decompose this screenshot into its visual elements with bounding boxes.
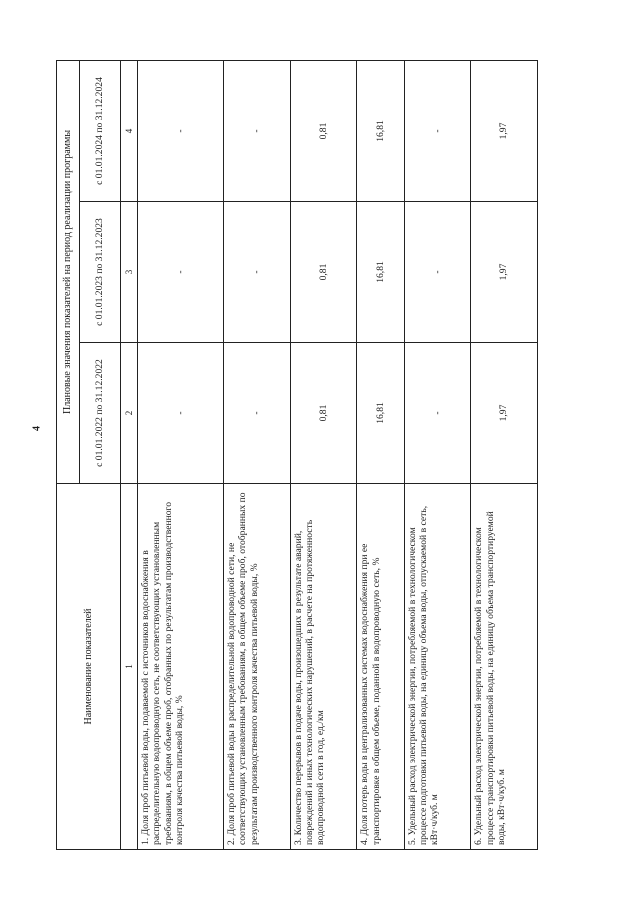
column-number: 4: [121, 60, 138, 201]
table-row: [471, 60, 538, 849]
indicator-value-2023: -: [404, 202, 471, 343]
indicator-value-2022: 0,81: [290, 343, 357, 484]
table-row: [138, 60, 224, 849]
indicator-value-2022: 1,97: [471, 343, 538, 484]
page-number: 4: [31, 426, 43, 431]
header-planned-values: Плановые значения показателей на период реализации программы: [57, 60, 80, 483]
rotated-page-content: [56, 60, 538, 850]
indicator-value-2023: -: [138, 202, 224, 343]
table-row: [224, 60, 291, 849]
indicator-name: 6. Удельный расход электрической энергии, потребляемой в технологическом процессе транспортировки питьевой воды, на единицу объема транспортируемой воды, кВт·ч/куб. м: [471, 484, 538, 850]
indicator-value-2024: 16,81: [357, 60, 404, 201]
indicator-name: 2. Доля проб питьевой воды в распределительной водопроводной сети, не соответствующих установленным требованиям, в общем объеме проб, отобранных по результатам производственного контроля качества питьевой воды, %: [224, 484, 291, 850]
table-row: [290, 60, 357, 849]
indicator-value-2022: -: [138, 343, 224, 484]
header-period-2023: с 01.01.2023 по 31.12.2023: [80, 202, 121, 343]
indicator-name: 4. Доля потерь воды в централизованных системах водоснабжения при ее транспортировке в общем объеме, поданной в водопроводную сеть, %: [357, 484, 404, 850]
column-number: 1: [121, 484, 138, 850]
indicator-value-2023: 0,81: [290, 202, 357, 343]
indicator-value-2023: 1,97: [471, 202, 538, 343]
header-period-2022: с 01.01.2022 по 31.12.2022: [80, 343, 121, 484]
indicator-value-2024: -: [224, 60, 291, 201]
indicator-value-2022: -: [224, 343, 291, 484]
column-number: 3: [121, 202, 138, 343]
header-indicator-name: Наименование показателей: [57, 484, 121, 850]
indicator-value-2024: 0,81: [290, 60, 357, 201]
column-number: 2: [121, 343, 138, 484]
indicator-value-2024: 1,97: [471, 60, 538, 201]
indicator-name: 1. Доля проб питьевой воды, подаваемой с источников водоснабжения в распределительную водопроводную сеть, не соответствующих установленным требованиям, в общем объеме проб, отобранных по результатам производственного контроля качества питьевой воды, %: [138, 484, 224, 850]
table-row: [404, 60, 471, 849]
indicator-value-2023: -: [224, 202, 291, 343]
indicator-value-2024: -: [404, 60, 471, 201]
indicator-value-2022: -: [404, 343, 471, 484]
indicator-name: 3. Количество перерывов в подаче воды, произошедших в результате аварий, повреждений и иных технологических нарушений, в расчете на протяженность водопроводной сети в год, ед./км: [290, 484, 357, 850]
header-period-2024: с 01.01.2024 по 31.12.2024: [80, 60, 121, 201]
column-number-row: [121, 60, 138, 849]
indicator-value-2022: 16,81: [357, 343, 404, 484]
indicator-value-2024: -: [138, 60, 224, 201]
indicator-name: 5. Удельный расход электрической энергии, потребляемой в технологическом процессе подготовки питьевой воды, на единицу объема воды, отпускаемой в сеть, кВт·ч/куб. м: [404, 484, 471, 850]
indicators-table: [56, 60, 538, 850]
indicator-value-2023: 16,81: [357, 202, 404, 343]
table-row: [357, 60, 404, 849]
